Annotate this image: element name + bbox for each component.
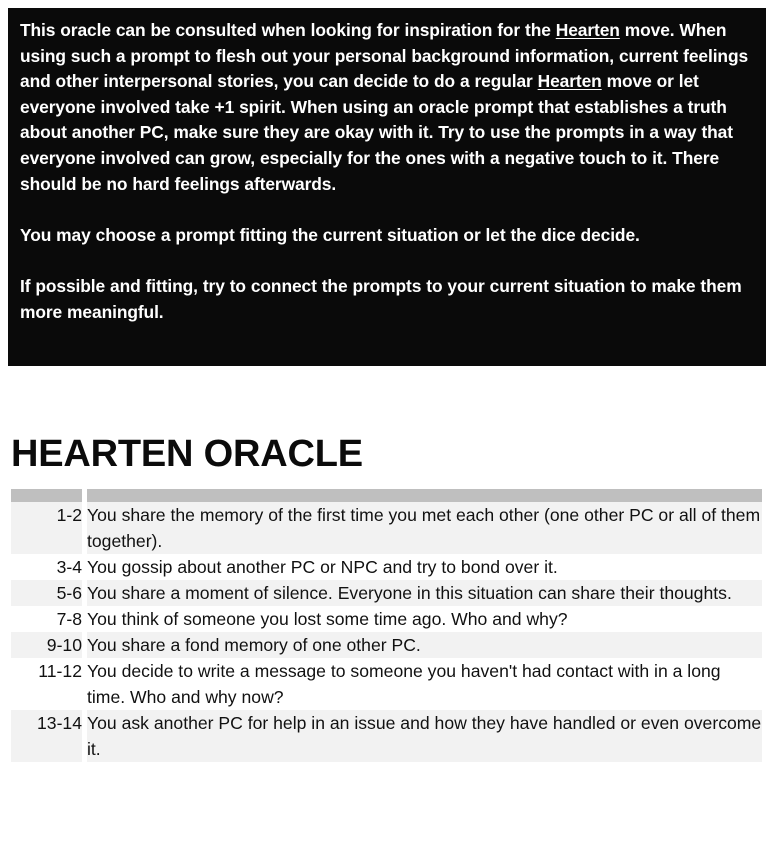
oracle-roll-range: 9-10 xyxy=(11,632,82,658)
oracle-prompt-text: You share a moment of silence. Everyone in this situation can share their thoughts. xyxy=(87,580,762,606)
callout-paragraph-intro xyxy=(20,18,752,197)
table-row xyxy=(11,658,762,710)
oracle-prompt-text: You decide to write a message to someone you haven't had contact with in a long time. Who and why now? xyxy=(87,658,762,710)
hearten-oracle-table xyxy=(11,489,762,762)
callout-paragraph-connect xyxy=(20,274,752,325)
callout-text-run-2-0: If possible and fitting, try to connect the prompts to your current situation to make them more meaningful. xyxy=(20,275,742,322)
table-header-row xyxy=(11,489,762,502)
oracle-prompt-text: You gossip about another PC or NPC and try to bond over it. xyxy=(87,554,762,580)
hearten-move-reference: Hearten xyxy=(537,71,602,92)
table-row xyxy=(11,606,762,632)
hearten-move-reference: Hearten xyxy=(555,20,620,40)
table-row xyxy=(11,502,762,554)
oracle-prompt-text: You share the memory of the first time you met each other (one other PC or all of them together). xyxy=(87,502,762,554)
callout-text-run-1-0: You may choose a prompt fitting the current situation or let the dice decide. xyxy=(20,224,640,245)
table-header xyxy=(11,489,762,502)
table-row xyxy=(11,554,762,580)
table-row xyxy=(11,580,762,606)
table-header-range-bar xyxy=(11,489,82,502)
oracle-roll-range: 11-12 xyxy=(11,658,82,710)
oracle-roll-range: 13-14 xyxy=(11,710,82,762)
oracle-prompt-text: You ask another PC for help in an issue and how they have handled or even overcome it. xyxy=(87,710,762,762)
table-row xyxy=(11,710,762,762)
callout-text-run-0-2: move. When using such a prompt to flesh out your personal background information, current feelings and other interpersonal stories, you can decide to do a regular xyxy=(20,20,749,92)
oracle-roll-range: 7-8 xyxy=(11,606,82,632)
oracle-roll-range: 3-4 xyxy=(11,554,82,580)
table-body xyxy=(11,502,762,762)
intro-callout-block xyxy=(8,8,766,366)
oracle-roll-range: 1-2 xyxy=(11,502,82,554)
callout-paragraph-choose xyxy=(20,223,752,249)
callout-text-run-0-4: move or let everyone involved take +1 spirit. When using an oracle prompt that establishes a truth about another PC, make sure they are okay with it. Try to use the prompts in a way that everyone involved can grow, especially for the ones with a negative touch to it. There should be no hard feelings afterwards. xyxy=(20,71,733,194)
table-header-prompt-bar xyxy=(87,489,762,502)
callout-paragraphs xyxy=(20,18,752,325)
oracle-prompt-text: You share a fond memory of one other PC. xyxy=(87,632,762,658)
callout-text-run-0-0: This oracle can be consulted when looking for inspiration for the xyxy=(20,20,556,40)
oracle-roll-range: 5-6 xyxy=(11,580,82,606)
table-row xyxy=(11,632,762,658)
page-title: HEARTEN ORACLE xyxy=(11,433,363,475)
oracle-prompt-text: You think of someone you lost some time ago. Who and why? xyxy=(87,606,762,632)
